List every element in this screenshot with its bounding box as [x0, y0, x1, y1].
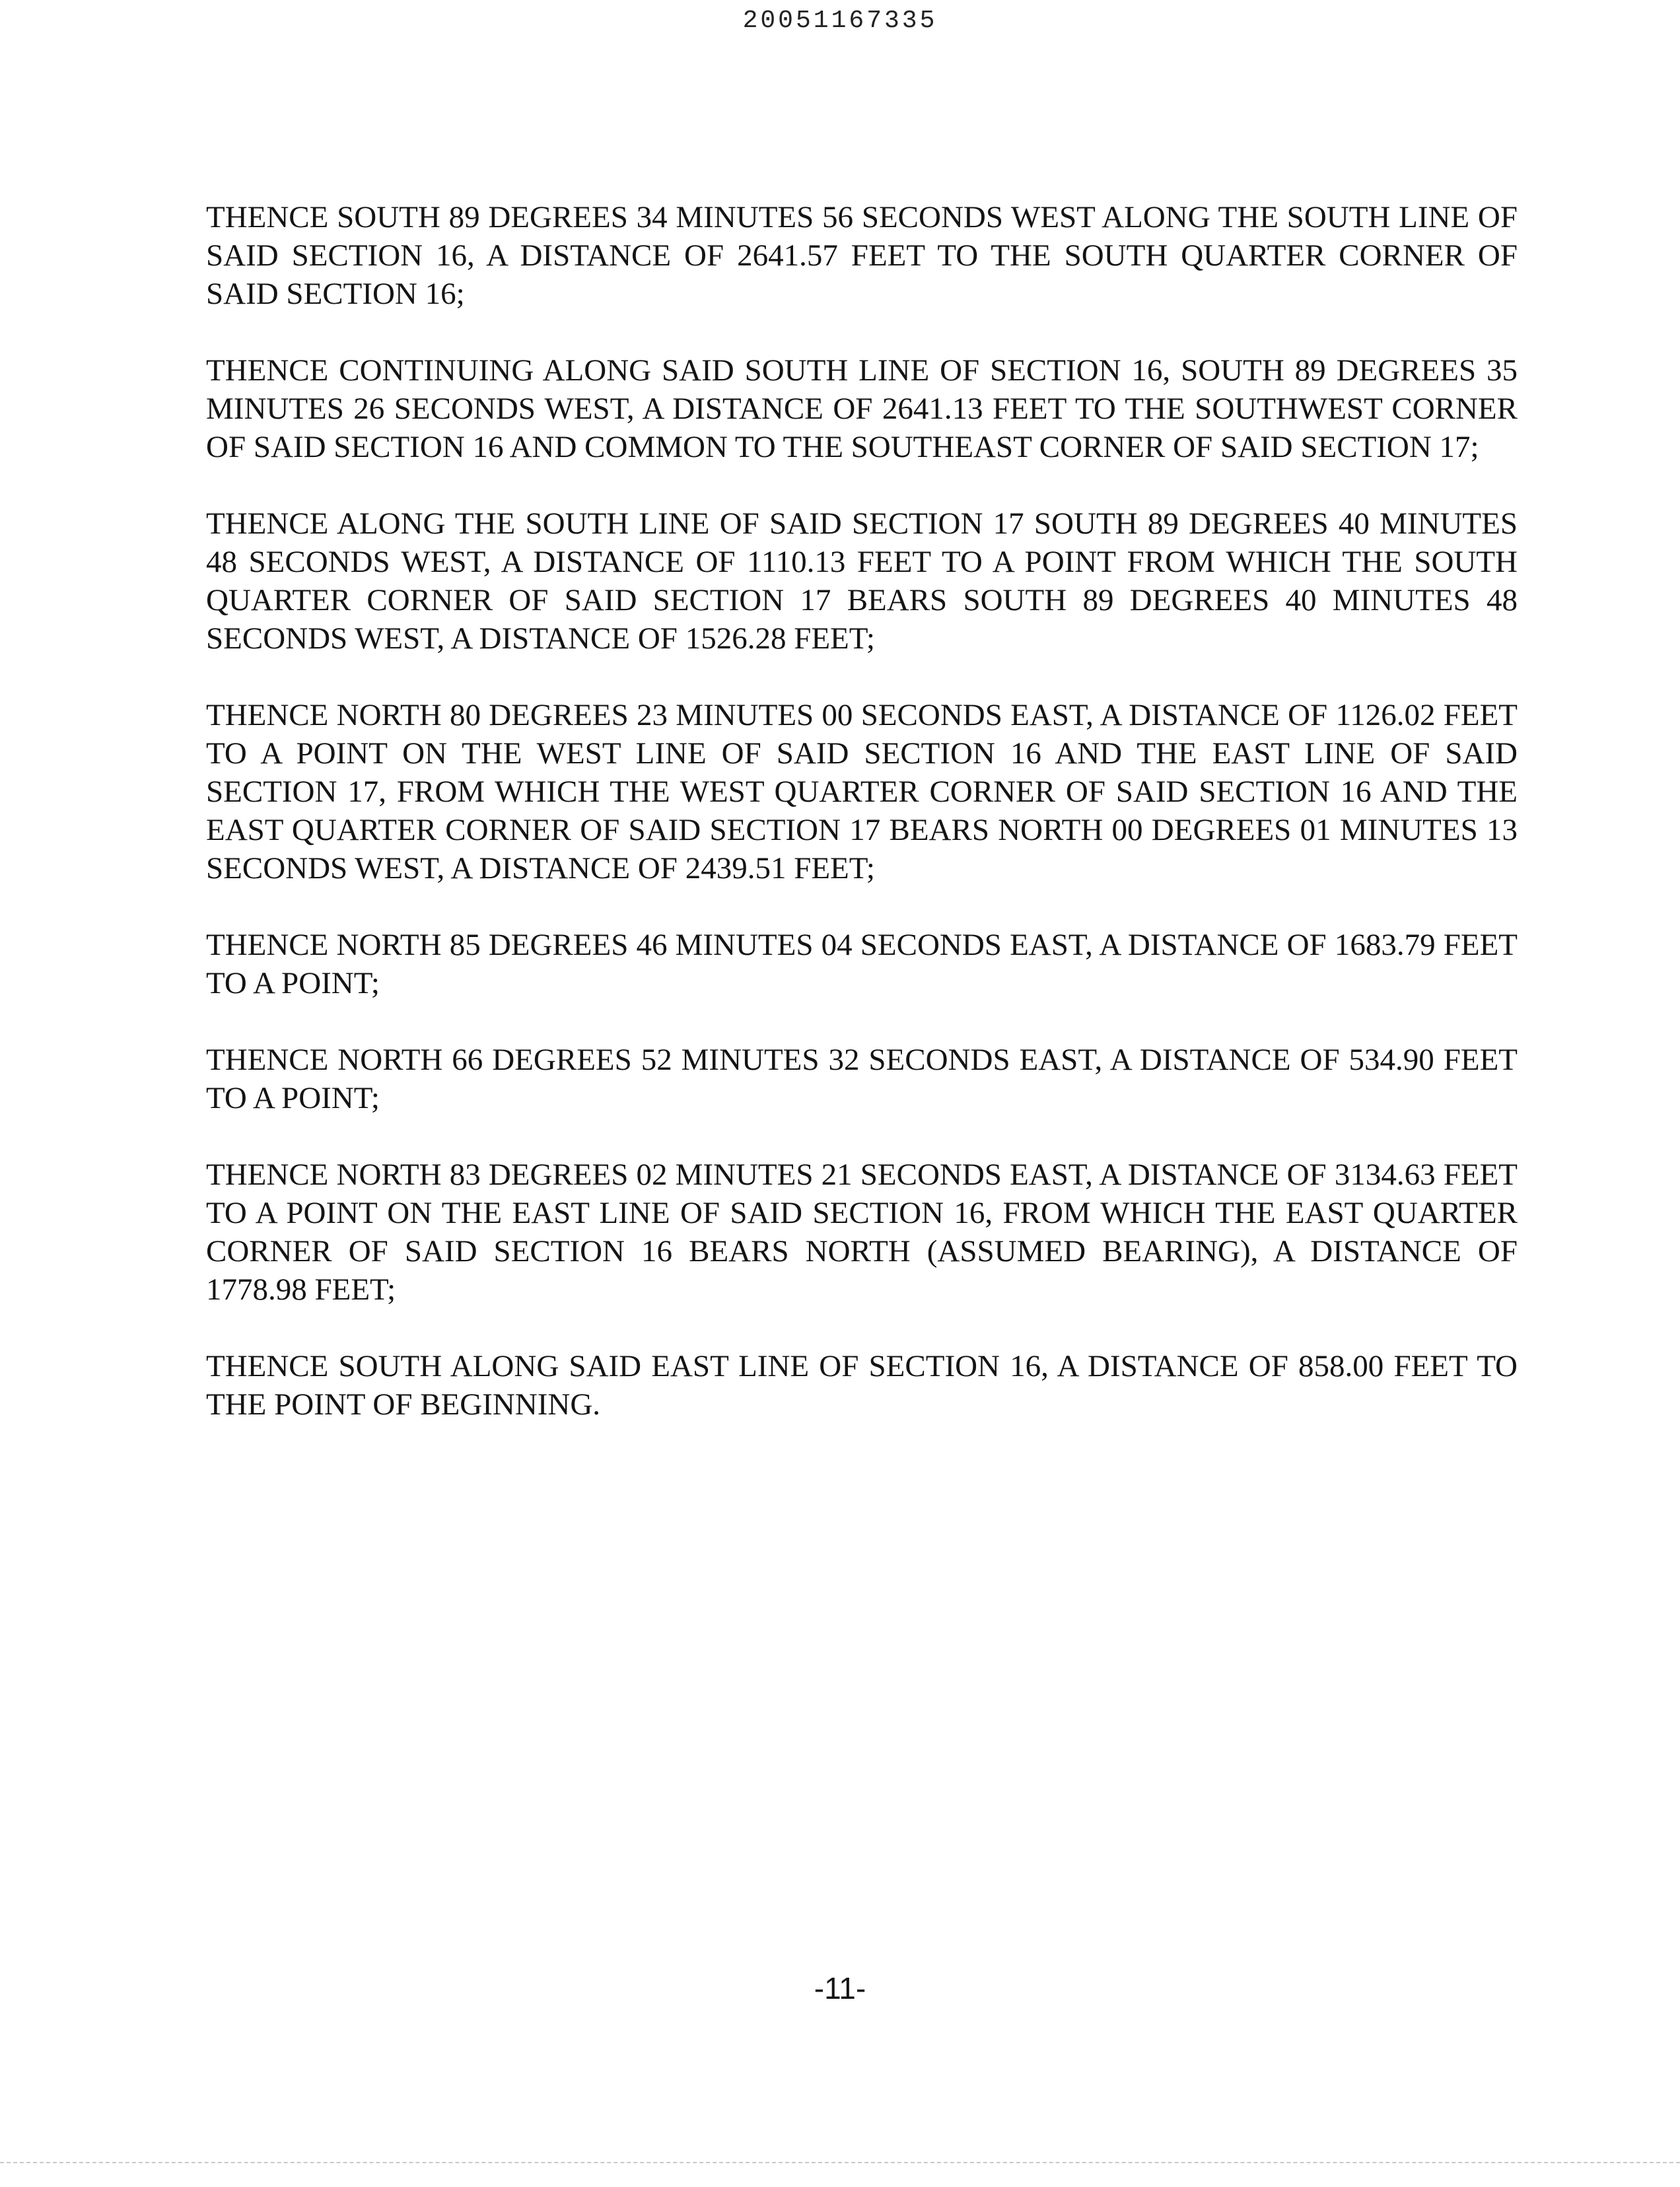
paragraph-1: THENCE SOUTH 89 DEGREES 34 MINUTES 56 SECONDS WEST ALONG THE SOUTH LINE OF SAID SECTION 16, A DISTANCE OF 2641.57 FEET TO THE SOUTH QUARTER CORNER OF SAID SECTION 16;	[206, 200, 1518, 311]
paragraph-4: THENCE NORTH 80 DEGREES 23 MINUTES 00 SECONDS EAST, A DISTANCE OF 1126.02 FEET TO A POINT ON THE WEST LINE OF SAID SECTION 16 AND THE EAST LINE OF SAID SECTION 17, FROM WHICH THE WEST QUARTER CORNER OF SAID SECTION 16 AND THE EAST QUARTER CORNER OF SAID SECTION 17 BEARS NORTH 00 DEGREES 01 MINUTES 13 SECONDS WEST, A DISTANCE OF 2439.51 FEET;	[206, 698, 1518, 885]
paragraph-2: THENCE CONTINUING ALONG SAID SOUTH LINE OF SECTION 16, SOUTH 89 DEGREES 35 MINUTES 26 SECONDS WEST, A DISTANCE OF 2641.13 FEET TO THE SOUTHWEST CORNER OF SAID SECTION 16 AND COMMON TO THE SOUTHEAST CORNER OF SAID SECTION 17;	[206, 353, 1518, 464]
paragraph-6: THENCE NORTH 66 DEGREES 52 MINUTES 32 SECONDS EAST, A DISTANCE OF 534.90 FEET TO A POINT;	[206, 1043, 1518, 1115]
page-number: -11-	[814, 1971, 866, 2005]
document-number: 20051167335	[742, 7, 938, 35]
paragraph-8: THENCE SOUTH ALONG SAID EAST LINE OF SECTION 16, A DISTANCE OF 858.00 FEET TO THE POINT OF BEGINNING.	[206, 1349, 1518, 1422]
scan-edge-line	[0, 2162, 1680, 2163]
paragraph-5: THENCE NORTH 85 DEGREES 46 MINUTES 04 SECONDS EAST, A DISTANCE OF 1683.79 FEET TO A POINT;	[206, 928, 1518, 1000]
paragraph-3: THENCE ALONG THE SOUTH LINE OF SAID SECTION 17 SOUTH 89 DEGREES 40 MINUTES 48 SECONDS WEST, A DISTANCE OF 1110.13 FEET TO A POINT FROM WHICH THE SOUTH QUARTER CORNER OF SAID SECTION 17 BEARS SOUTH 89 DEGREES 40 MINUTES 48 SECONDS WEST, A DISTANCE OF 1526.28 FEET;	[206, 506, 1518, 656]
legal-description	[206, 198, 1518, 1462]
paragraph-7: THENCE NORTH 83 DEGREES 02 MINUTES 21 SECONDS EAST, A DISTANCE OF 3134.63 FEET TO A POINT ON THE EAST LINE OF SAID SECTION 16, FROM WHICH THE EAST QUARTER CORNER OF SAID SECTION 16 BEARS NORTH (ASSUMED BEARING), A DISTANCE OF 1778.98 FEET;	[206, 1158, 1518, 1307]
